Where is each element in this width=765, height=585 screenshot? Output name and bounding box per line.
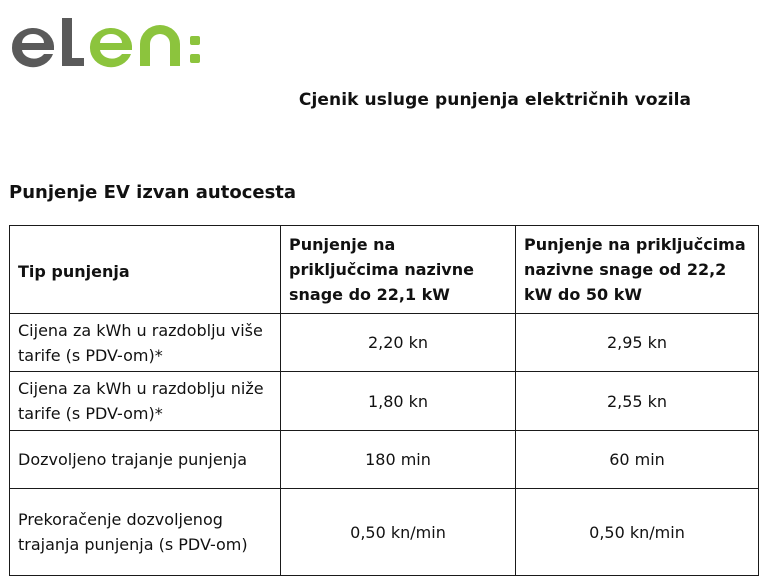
table-row xyxy=(10,431,759,489)
header-up-to-22kw: Punjenje na priključcima nazivne snage do 22,1 kW xyxy=(281,226,516,314)
table-header-row xyxy=(10,226,759,314)
cell-value: 60 min xyxy=(516,431,759,489)
table-row xyxy=(10,314,759,372)
pricing-table xyxy=(9,225,759,576)
header-charging-type: Tip punjenja xyxy=(10,226,281,314)
elen-logo xyxy=(8,14,218,70)
table-row xyxy=(10,489,759,576)
cell-value: 2,55 kn xyxy=(516,372,759,431)
cell-value: 180 min xyxy=(281,431,516,489)
cell-value: 1,80 kn xyxy=(281,372,516,431)
cell-value: 2,95 kn xyxy=(516,314,759,372)
header-22-to-50kw: Punjenje na priključcima nazivne snage od 22,2 kW do 50 kW xyxy=(516,226,759,314)
row-label: Cijena za kWh u razdoblju niže tarife (s PDV-om)* xyxy=(10,372,281,431)
row-label: Dozvoljeno trajanje punjenja xyxy=(10,431,281,489)
cell-value: 0,50 kn/min xyxy=(516,489,759,576)
cell-value: 0,50 kn/min xyxy=(281,489,516,576)
section-title: Punjenje EV izvan autocesta xyxy=(9,182,297,203)
cell-value: 2,20 kn xyxy=(281,314,516,372)
row-label: Cijena za kWh u razdoblju više tarife (s PDV-om)* xyxy=(10,314,281,372)
elen-logo-mark xyxy=(8,14,218,70)
document-title: Cjenik usluge punjenja električnih vozila xyxy=(298,90,692,110)
table-row xyxy=(10,372,759,431)
row-label: Prekoračenje dozvoljenog trajanja punjenja (s PDV-om) xyxy=(10,489,281,576)
